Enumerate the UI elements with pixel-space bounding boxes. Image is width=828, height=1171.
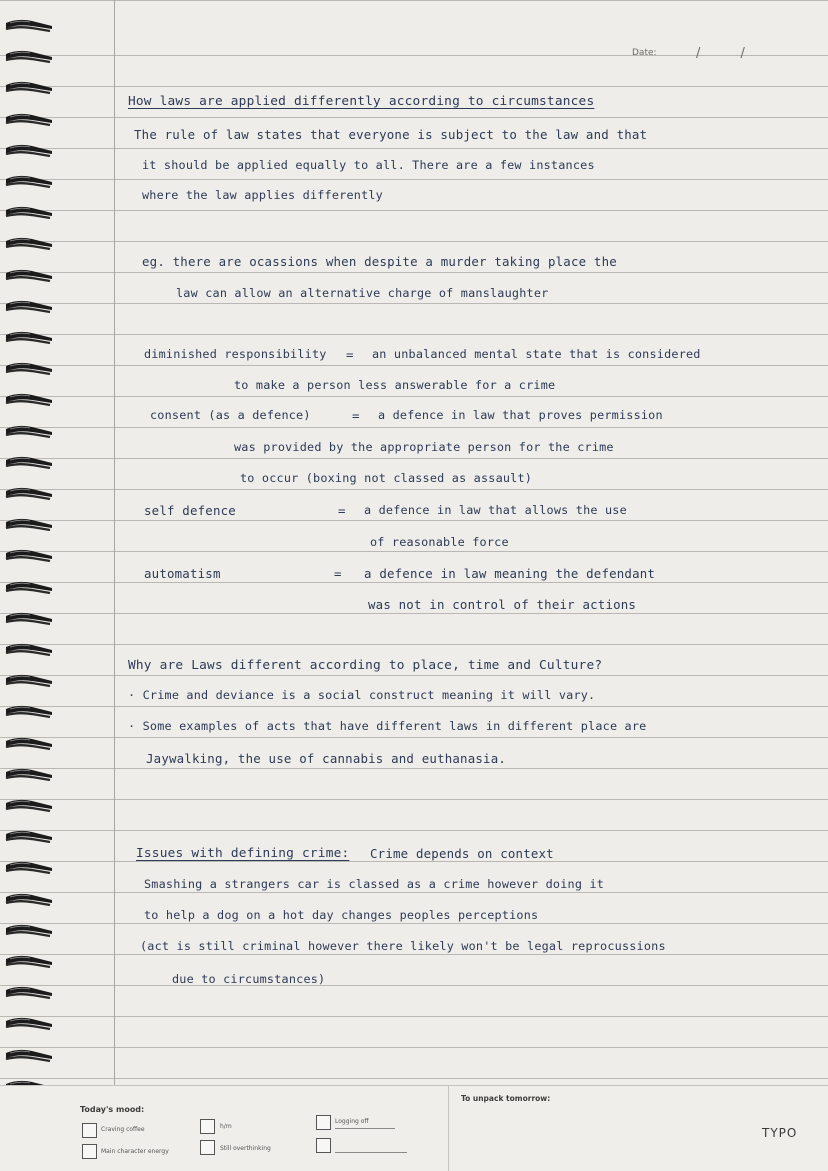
defence-definition: was provided by the appropriate person for the crime <box>234 440 614 454</box>
date-field: / / <box>696 46 763 61</box>
section3-line: to help a dog on a hot day changes peoples perceptions <box>144 908 539 922</box>
defence-definition: was not in control of their actions <box>368 597 637 612</box>
mood-title: Today's mood: <box>80 1105 145 1114</box>
spiral-coil <box>4 923 54 939</box>
margin-line <box>114 0 115 1085</box>
spiral-coil <box>4 455 54 471</box>
defence-term: diminished responsibility <box>144 347 327 361</box>
mood-option-label: h/m <box>220 1123 232 1130</box>
defence-separator: = <box>338 503 346 518</box>
spiral-coil <box>4 205 54 221</box>
spiral-coil <box>4 1016 54 1032</box>
section1-heading: How laws are applied differently according to circumstances <box>128 94 595 109</box>
spiral-coil <box>4 767 54 783</box>
spiral-coil <box>4 268 54 284</box>
defence-definition: to make a person less answerable for a crime <box>234 378 556 392</box>
mood-checkbox-hm[interactable] <box>200 1119 215 1134</box>
defence-separator: = <box>334 566 342 581</box>
spiral-coil <box>4 580 54 596</box>
section2-line: · Some examples of acts that have different laws in different place are <box>128 719 647 733</box>
defence-definition: to occur (boxing not classed as assault) <box>240 471 533 485</box>
spiral-coil <box>4 424 54 440</box>
section2-line: · Crime and deviance is a social construct meaning it will vary. <box>128 688 596 702</box>
spiral-coil <box>4 736 54 752</box>
section1-line: it should be applied equally to all. There are a few instances <box>142 158 595 172</box>
spiral-coil <box>4 49 54 65</box>
spiral-coil <box>4 18 54 34</box>
mood-checkbox-coffee[interactable] <box>82 1123 97 1138</box>
spiral-coil <box>4 1048 54 1064</box>
page-footer <box>0 1085 828 1171</box>
defence-definition: of reasonable force <box>370 535 509 549</box>
spiral-coil <box>4 486 54 502</box>
spiral-coil <box>4 798 54 814</box>
mood-option-label: Still overthinking <box>220 1145 271 1152</box>
defence-definition: an unbalanced mental state that is considered <box>372 347 701 361</box>
defence-definition: a defence in law meaning the defendant <box>364 566 656 581</box>
defence-separator: = <box>346 347 354 362</box>
section1-line: The rule of law states that everyone is subject to the law and that <box>134 127 648 142</box>
spiral-coil <box>4 642 54 658</box>
spiral-coil <box>4 673 54 689</box>
defence-term: automatism <box>144 566 221 581</box>
spiral-coil <box>4 860 54 876</box>
section3-heading-rest: Crime depends on context <box>370 846 554 861</box>
spiral-coil <box>4 330 54 346</box>
defence-definition: a defence in law that proves permission <box>378 408 663 422</box>
spiral-coil <box>4 143 54 159</box>
spiral-coil <box>4 704 54 720</box>
section2-line: Jaywalking, the use of cannabis and euthanasia. <box>146 751 507 766</box>
spiral-coil <box>4 392 54 408</box>
mood-option-label: Craving coffee <box>101 1126 145 1133</box>
date-label: Date: <box>632 48 657 58</box>
example-line: eg. there are ocassions when despite a murder taking place the <box>142 254 617 269</box>
defence-term: consent (as a defence) <box>150 408 311 422</box>
brand-logo: TYPO <box>762 1126 798 1140</box>
mood-checkbox-main-character[interactable] <box>82 1144 97 1159</box>
footer-divider <box>448 1086 449 1171</box>
spiral-coil <box>4 112 54 128</box>
mood-option-label: Main character energy <box>101 1148 169 1155</box>
section3-heading: Issues with defining crime: <box>136 846 350 861</box>
mood-checkbox-custom[interactable] <box>316 1138 331 1153</box>
spiral-coil <box>4 829 54 845</box>
spiral-binding <box>0 18 60 1128</box>
section3-line: (act is still criminal however there likely won't be legal reprocussions <box>140 939 666 953</box>
spiral-coil <box>4 80 54 96</box>
spiral-coil <box>4 985 54 1001</box>
mood-write-line <box>335 1128 395 1129</box>
spiral-coil <box>4 517 54 533</box>
mood-option-label: Logging off <box>335 1118 369 1125</box>
mood-write-line <box>335 1152 407 1153</box>
spiral-coil <box>4 548 54 564</box>
spiral-coil <box>4 954 54 970</box>
spiral-coil <box>4 361 54 377</box>
section3-line: due to circumstances) <box>172 972 326 986</box>
defence-term: self defence <box>144 503 236 518</box>
tomorrow-title: To unpack tomorrow: <box>461 1094 551 1103</box>
spiral-coil <box>4 611 54 627</box>
mood-checkbox-logging-off[interactable] <box>316 1115 331 1130</box>
section1-line: where the law applies differently <box>142 188 383 202</box>
spiral-coil <box>4 892 54 908</box>
defence-separator: = <box>352 408 360 423</box>
mood-checkbox-overthinking[interactable] <box>200 1140 215 1155</box>
section3-line: Smashing a strangers car is classed as a crime however doing it <box>144 877 605 891</box>
spiral-coil <box>4 299 54 315</box>
section2-heading: Why are Laws different according to place, time and Culture? <box>128 658 603 673</box>
defence-definition: a defence in law that allows the use <box>364 503 627 517</box>
spiral-coil <box>4 236 54 252</box>
spiral-coil <box>4 174 54 190</box>
example-line: law can allow an alternative charge of manslaughter <box>176 286 549 300</box>
